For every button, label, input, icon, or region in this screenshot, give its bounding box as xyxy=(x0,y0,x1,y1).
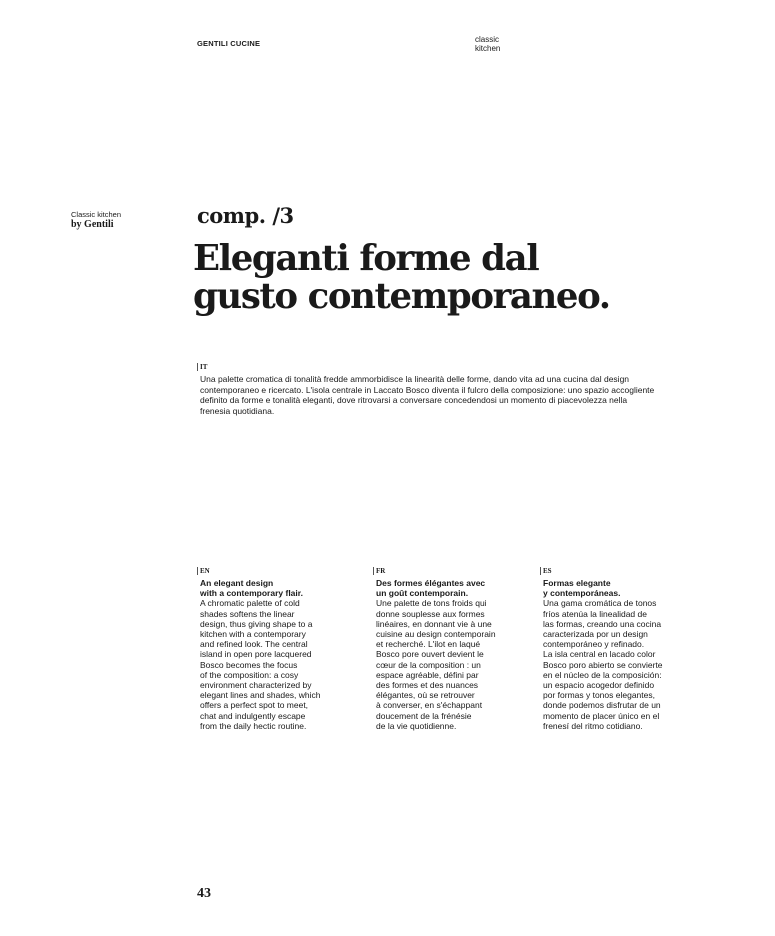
section-label-line1: classic xyxy=(475,35,500,44)
page-title xyxy=(193,240,673,316)
page-title-line2: gusto contemporaneo. xyxy=(193,276,610,317)
english-title: An elegant design with a contemporary flair. xyxy=(200,578,303,599)
brand-name: GENTILI CUCINE xyxy=(197,39,261,48)
page-number: 43 xyxy=(197,886,211,901)
language-tag-en: EN xyxy=(197,567,347,575)
language-tag-fr: FR xyxy=(373,567,523,575)
section-label xyxy=(475,35,555,53)
spanish-paragraph: Una gama cromática de tonos fríos atenúa la linealidad de las formas, creando una cocina caracterizada por un design contemporáneo y refinado. La isla central en lacado color Bosco poro abierto se convierte en el núcleo de la composición: un espacio acogedor definido por formas y tonos elegantes, donde podemos disfrutar de un momento de placer único en el frenesí del ritmo cotidiano. xyxy=(543,598,663,731)
italian-text-block xyxy=(197,363,657,416)
spanish-title: Formas elegante y contemporáneas. xyxy=(543,578,621,599)
english-paragraph: A chromatic palette of cold shades softens the linear design, thus giving shape to a kitchen with a contemporary and refined look. The central island in open pore lacquered Bosco becomes the focus of the composition: a cosy environment characterized by elegant lines and shades, which offers a perfect spot to meet, chat and indulgently escape from the daily hectic routine. xyxy=(200,598,321,731)
section-label-line2: kitchen xyxy=(475,44,501,53)
french-text-block xyxy=(373,567,523,731)
french-title: Des formes élégantes avec un goût contemporain. xyxy=(376,578,486,599)
italian-paragraph: Una palette cromatica di tonalità fredde ammorbidisce la linearità delle forme, dando vita ad una cucina dal design contemporaneo e ricercato. L'isola centrale in Laccato Bosco diventa il fulcro della composizione: uno spazio accogliente definito da forme e tonalità eleganti, dove ritrovarsi a conversare concedendosi un momento di piacevolezza nella frenesia quotidiana. xyxy=(200,374,655,416)
language-tag-it: IT xyxy=(197,363,657,371)
side-caption-line2: by Gentili xyxy=(71,219,114,230)
side-caption-line1: Classic kitchen xyxy=(71,210,122,219)
english-text-block xyxy=(197,567,347,731)
spanish-text-block xyxy=(540,567,690,731)
page-title-line1: Eleganti forme dal xyxy=(193,238,539,279)
language-tag-es: ES xyxy=(540,567,690,575)
side-caption xyxy=(71,210,181,230)
composition-number: comp. /3 xyxy=(197,203,294,228)
french-paragraph: Une palette de tons froids qui donne souplesse aux formes linéaires, en donnant vie à une cuisine au design contemporain et recherché. L'ilot en laqué Bosco pore ouvert devient le cœur de la composition : un espace agréable, défini par des formes et des nuances élégantes, où se retrouver à converser, en s'échappant doucement de la frénésie de la vie quotidienne. xyxy=(376,598,496,731)
